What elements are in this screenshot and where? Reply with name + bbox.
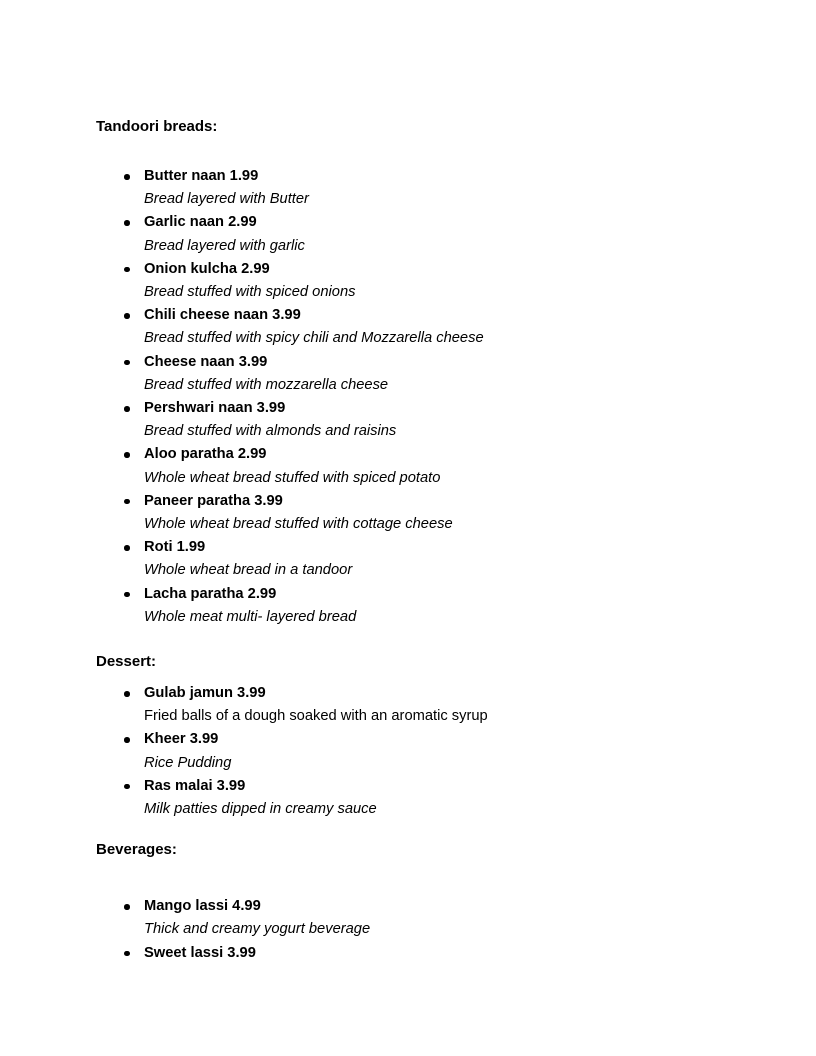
menu-item <box>144 258 720 304</box>
item-name: Pershwari naan 3.99 <box>144 400 286 417</box>
item-name: Sweet lassi 3.99 <box>144 944 256 961</box>
menu-item <box>144 728 720 774</box>
bullet-icon <box>124 452 130 458</box>
menu-item <box>144 942 720 965</box>
section-beverages <box>96 821 720 965</box>
bullet-icon <box>124 784 130 790</box>
bullet-icon <box>124 174 130 180</box>
menu-list <box>96 138 720 629</box>
item-name: Onion kulcha 2.99 <box>144 260 270 277</box>
item-name: Kheer 3.99 <box>144 731 219 748</box>
item-desc: Milk patties dipped in creamy sauce <box>144 801 377 818</box>
bullet-icon <box>124 545 130 551</box>
section-tandoori-breads <box>96 0 720 629</box>
menu-item <box>144 304 720 350</box>
item-name: Ras malai 3.99 <box>144 777 246 794</box>
item-desc: Whole wheat bread stuffed with spiced potato <box>144 469 441 486</box>
menu-item <box>144 165 720 211</box>
menu-list <box>96 861 720 965</box>
item-desc: Whole wheat bread in a tandoor <box>144 562 353 579</box>
bullet-icon <box>124 360 130 366</box>
menu-item <box>144 775 720 821</box>
menu-item <box>144 397 720 443</box>
item-desc: Whole wheat bread stuffed with cottage cheese <box>144 516 453 533</box>
bullet-icon <box>124 592 130 598</box>
item-desc: Bread layered with Butter <box>144 191 309 208</box>
menu-list <box>96 673 720 821</box>
bullet-icon <box>124 737 130 743</box>
menu-item <box>144 895 720 941</box>
section-dessert <box>96 629 720 821</box>
bullet-icon <box>124 313 130 319</box>
menu-item <box>144 536 720 582</box>
menu-item <box>144 211 720 257</box>
section-heading: Dessert: <box>96 653 157 671</box>
bullet-icon <box>124 499 130 505</box>
section-heading: Beverages: <box>96 841 177 859</box>
item-desc: Fried balls of a dough soaked with an aromatic syrup <box>144 708 488 725</box>
item-name: Mango lassi 4.99 <box>144 898 261 915</box>
item-desc: Rice Pudding <box>144 754 232 771</box>
item-desc: Thick and creamy yogurt beverage <box>144 921 371 938</box>
item-desc: Bread stuffed with mozzarella cheese <box>144 376 389 393</box>
item-name: Cheese naan 3.99 <box>144 353 268 370</box>
bullet-icon <box>124 951 130 957</box>
item-name: Garlic naan 2.99 <box>144 214 257 231</box>
item-name: Gulab jamun 3.99 <box>144 685 266 702</box>
bullet-icon <box>124 267 130 273</box>
item-desc: Whole meat multi- layered bread <box>144 608 357 625</box>
menu-item <box>144 443 720 489</box>
bullet-icon <box>124 691 130 697</box>
bullet-icon <box>124 904 130 910</box>
item-desc: Bread layered with garlic <box>144 237 305 254</box>
item-name: Lacha paratha 2.99 <box>144 585 277 602</box>
menu-item <box>144 583 720 629</box>
bullet-icon <box>124 406 130 412</box>
item-name: Roti 1.99 <box>144 539 206 556</box>
menu-item <box>144 351 720 397</box>
menu-item <box>144 490 720 536</box>
item-desc: Bread stuffed with spiced onions <box>144 284 356 301</box>
item-desc: Bread stuffed with almonds and raisins <box>144 423 397 440</box>
item-name: Butter naan 1.99 <box>144 168 259 184</box>
item-desc: Bread stuffed with spicy chili and Mozzarella cheese <box>144 330 484 347</box>
section-heading: Tandoori breads: <box>96 118 218 135</box>
item-name: Paneer paratha 3.99 <box>144 492 283 509</box>
item-name: Chili cheese naan 3.99 <box>144 307 301 324</box>
item-name: Aloo paratha 2.99 <box>144 446 267 463</box>
menu-item <box>144 682 720 728</box>
bullet-icon <box>124 220 130 226</box>
